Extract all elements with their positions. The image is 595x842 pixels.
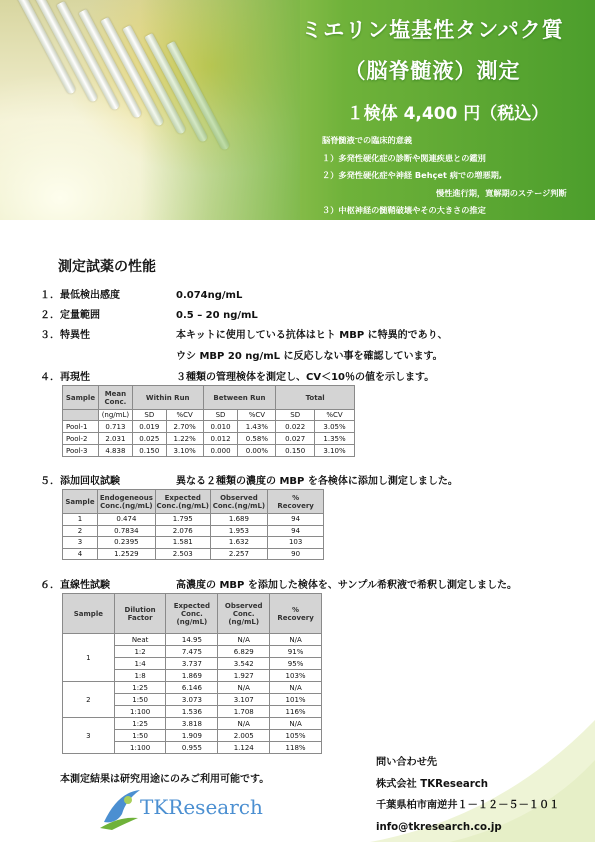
- table-row: [63, 421, 355, 433]
- header-observed: [218, 594, 270, 634]
- table-cell: N/A: [218, 634, 270, 646]
- table-cell: 101%: [270, 694, 322, 706]
- table-cell: 1:25: [114, 682, 166, 694]
- table-row: [63, 514, 324, 526]
- header-total: Total: [276, 386, 355, 410]
- item-6: [40, 576, 517, 591]
- header-expected: [166, 594, 218, 634]
- table-cell: N/A: [270, 718, 322, 730]
- table-cell: 3.542: [218, 658, 270, 670]
- table-row: [63, 548, 324, 560]
- header-dil-1: Dilution: [124, 605, 156, 614]
- header-dilution: [114, 594, 166, 634]
- table-cell: 1:2: [114, 646, 166, 658]
- banner-title: [270, 8, 595, 93]
- table-cell: 0.012: [203, 433, 238, 445]
- table-cell: 94: [268, 525, 324, 537]
- clinical-significance: [322, 132, 592, 220]
- header-rec-1: %: [292, 493, 300, 502]
- header-endo-1: Endogeneous: [99, 493, 153, 502]
- table-cell: N/A: [218, 682, 270, 694]
- table-cell: 3.107: [218, 694, 270, 706]
- table-row: [63, 445, 355, 457]
- table-cell: 1.536: [166, 706, 218, 718]
- table-cell: 1:50: [114, 730, 166, 742]
- header-unit: (ng/mL): [98, 410, 132, 421]
- table-cell: 0.474: [97, 514, 155, 526]
- header-endogeneous: [97, 490, 155, 514]
- header-rec-1: %: [292, 605, 300, 614]
- table-cell: 1.869: [166, 670, 218, 682]
- table-cell: 1.708: [218, 706, 270, 718]
- header-sample-cont: [63, 410, 99, 421]
- item-3-value-1: 本キットに使用している抗体はヒト MBP に特異的であり、: [176, 330, 448, 341]
- table-cell: 0.713: [98, 421, 132, 433]
- table-cell: 3.737: [166, 658, 218, 670]
- table-row: [63, 634, 322, 646]
- table-cell: N/A: [270, 682, 322, 694]
- table-cell: 1.953: [210, 525, 268, 537]
- table-cell: 0.7834: [97, 525, 155, 537]
- table-cell: 90: [268, 548, 324, 560]
- table-cell: 2.503: [155, 548, 210, 560]
- header-exp-2: Conc.(ng/mL): [156, 501, 209, 510]
- header-exp-1: Expected: [173, 601, 211, 610]
- table-cell: 1.2529: [97, 548, 155, 560]
- item-2-label: ２．定量範囲: [40, 310, 100, 321]
- item-2-value: 0.5 – 20 ng/mL: [176, 310, 258, 321]
- table-cell: 2.70%: [166, 421, 203, 433]
- contact-address: 千葉県柏市南逆井１－１２－５－１０１: [376, 800, 560, 812]
- table-cell: 118%: [270, 742, 322, 754]
- table-cell: 6.829: [218, 646, 270, 658]
- table-cell: Pool-1: [63, 421, 99, 433]
- item-4-label: ４．再現性: [40, 372, 90, 383]
- table-row: [63, 682, 322, 694]
- recovery-table: [62, 489, 324, 560]
- table-cell: 1:50: [114, 694, 166, 706]
- table-cell: 0.150: [132, 445, 166, 457]
- header-mean: Mean Conc.: [98, 386, 132, 410]
- table-cell: Pool-3: [63, 445, 99, 457]
- table-cell: 7.475: [166, 646, 218, 658]
- table-cell: 0.025: [132, 433, 166, 445]
- table-row: [63, 525, 324, 537]
- table-cell: 1.795: [155, 514, 210, 526]
- header-recovery: [270, 594, 322, 634]
- item-5-label: ５．添加回収試験: [40, 476, 120, 487]
- sample-cell: 3: [63, 718, 115, 754]
- header-rec-2: Recovery: [277, 613, 314, 622]
- table-cell: 2.257: [210, 548, 268, 560]
- table-cell: 3.10%: [166, 445, 203, 457]
- table-cell: 0.022: [276, 421, 315, 433]
- header-sd: SD: [203, 410, 238, 421]
- header-exp-1: Expected: [164, 493, 201, 502]
- header-obs-2: Conc.(ng/mL): [212, 501, 266, 510]
- header-dil-2: Factor: [127, 613, 153, 622]
- item-4-value: ３種類の管理検体を測定し、CV＜10％の値を示します。: [176, 372, 435, 383]
- table-cell: 1:25: [114, 718, 166, 730]
- table-cell: 1:100: [114, 706, 166, 718]
- table-cell: 4: [63, 548, 98, 560]
- contact-block: [376, 752, 559, 839]
- table-cell: 3.073: [166, 694, 218, 706]
- table-cell: 105%: [270, 730, 322, 742]
- title-line-2: （脳脊髄液）測定: [344, 58, 521, 83]
- note-1: １）多発性硬化症の診断や関連疾患との鑑別: [322, 152, 486, 163]
- table-cell: 1:4: [114, 658, 166, 670]
- header-sample: Sample: [63, 386, 99, 410]
- contact-email[interactable]: info@tkresearch.co.jp: [376, 822, 502, 834]
- table-cell: 1:8: [114, 670, 166, 682]
- table-cell: 103%: [270, 670, 322, 682]
- note-2: ２）多発性硬化症や神経 Behçet 病での増悪期,: [322, 170, 502, 180]
- table-cell: 2: [63, 525, 98, 537]
- table-cell: 2.076: [155, 525, 210, 537]
- table-cell: 0.2395: [97, 537, 155, 549]
- table-cell: 0.027: [276, 433, 315, 445]
- table-cell: 1.909: [166, 730, 218, 742]
- tkresearch-logo-icon: [98, 788, 142, 830]
- table-cell: 1.689: [210, 514, 268, 526]
- header-sample: Sample: [63, 490, 98, 514]
- header-obs-2: Conc.: [232, 609, 255, 618]
- price: １検体 4,400 円（税込）: [346, 104, 549, 124]
- table-cell: 1.22%: [166, 433, 203, 445]
- header-cv: %CV: [238, 410, 276, 421]
- header-between: Between Run: [203, 386, 276, 410]
- table-cell: 95%: [270, 658, 322, 670]
- table-row: [63, 537, 324, 549]
- item-5-value: 異なる２種類の濃度の MBP を各検体に添加し測定しました。: [176, 476, 458, 487]
- header-exp-2: Conc.: [181, 609, 203, 618]
- item-3-value-2: ウシ MBP 20 ng/mL に反応しない事を確認しています。: [176, 351, 443, 362]
- header-expected: [155, 490, 210, 514]
- table-cell: 116%: [270, 706, 322, 718]
- table-cell: 3.05%: [315, 421, 355, 433]
- table-cell: 1.35%: [315, 433, 355, 445]
- header-cv: %CV: [315, 410, 355, 421]
- table-cell: 0.58%: [238, 433, 276, 445]
- note-3: ３）中枢神経の髄鞘破壊やその大きさの推定: [322, 205, 486, 215]
- table-cell: 1.124: [218, 742, 270, 754]
- table-cell: 14.95: [166, 634, 218, 646]
- contact-heading: 問い合わせ先: [376, 757, 438, 768]
- table-cell: 1.43%: [238, 421, 276, 433]
- table-cell: 1.927: [218, 670, 270, 682]
- contact-company: 株式会社 TKResearch: [376, 778, 489, 790]
- notes-heading: 脳脊髄液での臨床的意義: [322, 135, 413, 145]
- table-cell: 91%: [270, 646, 322, 658]
- table-row: [63, 718, 322, 730]
- table-cell: 0.150: [276, 445, 315, 457]
- header-recovery: [268, 490, 324, 514]
- header-obs-1: Observed: [224, 601, 263, 610]
- table-cell: N/A: [270, 634, 322, 646]
- table-cell: 2.031: [98, 433, 132, 445]
- table-cell: 4.838: [98, 445, 132, 457]
- section-title: 測定試薬の性能: [58, 259, 156, 275]
- research-use-note: 本測定結果は研究用途にのみご利用可能です。: [60, 774, 270, 785]
- table-cell: N/A: [218, 718, 270, 730]
- item-3: [40, 326, 448, 341]
- table-cell: 1.581: [155, 537, 210, 549]
- table-cell: Neat: [114, 634, 166, 646]
- item-4: [40, 368, 434, 383]
- table-cell: 1.632: [210, 537, 268, 549]
- table-cell: 0.019: [132, 421, 166, 433]
- header-obs-3: (ng/mL): [228, 617, 260, 626]
- item-6-label: ６．直線性試験: [40, 580, 110, 591]
- header-sample: Sample: [63, 594, 115, 634]
- header-within: Within Run: [132, 386, 203, 410]
- table-cell: 6.146: [166, 682, 218, 694]
- header-exp-3: (ng/mL): [176, 617, 208, 626]
- lab-photo: [0, 0, 300, 220]
- header-observed: [210, 490, 268, 514]
- header-rec-2: Recovery: [277, 501, 314, 510]
- sample-cell: 2: [63, 682, 115, 718]
- table-cell: 94: [268, 514, 324, 526]
- table-cell: 0.000: [203, 445, 238, 457]
- table-cell: 1: [63, 514, 98, 526]
- table-cell: 3.818: [166, 718, 218, 730]
- table-cell: 0.00%: [238, 445, 276, 457]
- table-cell: Pool-2: [63, 433, 99, 445]
- header-obs-1: Observed: [220, 493, 258, 502]
- linearity-table: [62, 593, 322, 754]
- table-cell: 0.010: [203, 421, 238, 433]
- table-cell: 103: [268, 537, 324, 549]
- note-2-cont: 慢性進行期，寛解期のステージ判断: [436, 187, 567, 198]
- header-banner: [0, 0, 595, 220]
- header-endo-2: Conc.(ng/mL): [100, 501, 153, 510]
- item-1-value: 0.074ng/mL: [176, 290, 243, 301]
- table-cell: 3.10%: [315, 445, 355, 457]
- table-cell: 2.005: [218, 730, 270, 742]
- reproducibility-table: [62, 385, 355, 457]
- table-cell: 3: [63, 537, 98, 549]
- table-row: [63, 433, 355, 445]
- item-1-label: １．最低検出感度: [40, 290, 120, 301]
- item-3-label: ３．特異性: [40, 330, 90, 341]
- sample-cell: 1: [63, 634, 115, 682]
- table-cell: 1:100: [114, 742, 166, 754]
- item-2: [40, 306, 258, 321]
- title-line-1: ミエリン塩基性タンパク質: [301, 17, 564, 42]
- item-1: [40, 286, 242, 301]
- header-sd: SD: [132, 410, 166, 421]
- header-cv: %CV: [166, 410, 203, 421]
- logo-text: TKResearch: [140, 795, 263, 819]
- header-sd: SD: [276, 410, 315, 421]
- table-cell: 0.955: [166, 742, 218, 754]
- item-6-value: 高濃度の MBP を添加した検体を、サンプル希釈液で希釈し測定しました。: [176, 580, 517, 591]
- item-5: [40, 472, 458, 487]
